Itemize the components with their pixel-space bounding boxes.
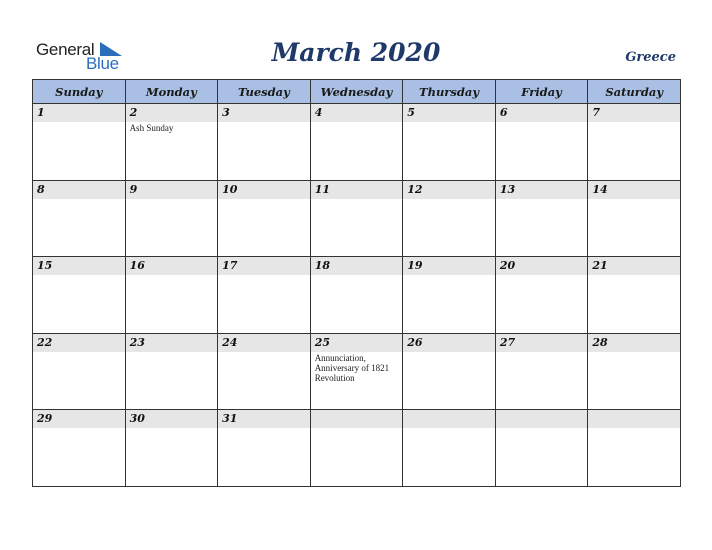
day-number: 4 <box>311 104 403 122</box>
day-cell <box>125 180 218 257</box>
day-number <box>588 410 680 428</box>
day-number: 5 <box>403 104 495 122</box>
day-cell <box>310 410 403 487</box>
day-cell <box>495 410 588 487</box>
day-cell <box>588 180 681 257</box>
day-number: 13 <box>496 181 588 199</box>
day-number <box>496 410 588 428</box>
day-number: 3 <box>218 104 310 122</box>
day-number: 30 <box>126 410 218 428</box>
week-row <box>33 333 681 410</box>
day-number: 15 <box>33 257 125 275</box>
day-cell <box>588 104 681 181</box>
day-cell <box>33 410 126 487</box>
calendar-grid <box>32 79 681 487</box>
day-number: 7 <box>588 104 680 122</box>
day-number: 18 <box>311 257 403 275</box>
logo-text-blue: Blue <box>86 54 119 73</box>
day-cell <box>310 333 403 410</box>
day-number: 22 <box>33 334 125 352</box>
day-cell <box>218 104 311 181</box>
day-number: 21 <box>588 257 680 275</box>
day-number: 8 <box>33 181 125 199</box>
day-cell <box>403 333 496 410</box>
day-cell <box>33 104 126 181</box>
day-cell <box>218 180 311 257</box>
week-row <box>33 180 681 257</box>
day-cell <box>125 104 218 181</box>
week-row <box>33 257 681 334</box>
day-number: 9 <box>126 181 218 199</box>
day-cell <box>495 104 588 181</box>
day-cell <box>218 333 311 410</box>
logo-text-general: General <box>36 40 95 59</box>
day-cell <box>403 410 496 487</box>
day-number: 12 <box>403 181 495 199</box>
day-number: 24 <box>218 334 310 352</box>
day-number: 2 <box>126 104 218 122</box>
holiday-label: Ash Sunday <box>129 123 174 133</box>
day-cell <box>33 257 126 334</box>
day-number: 20 <box>496 257 588 275</box>
weekday-header: Thursday <box>403 80 496 104</box>
weekday-header: Sunday <box>33 80 126 104</box>
day-cell <box>125 257 218 334</box>
weekday-header: Saturday <box>588 80 681 104</box>
day-number: 11 <box>311 181 403 199</box>
holiday-label: Annunciation, Anniversary of 1821 Revolution <box>314 352 390 383</box>
day-cell <box>218 257 311 334</box>
day-cell <box>310 180 403 257</box>
weekday-header: Friday <box>495 80 588 104</box>
day-cell <box>403 104 496 181</box>
day-number: 26 <box>403 334 495 352</box>
day-cell <box>495 180 588 257</box>
day-cell <box>218 410 311 487</box>
day-number: 10 <box>218 181 310 199</box>
day-number: 19 <box>403 257 495 275</box>
day-number: 14 <box>588 181 680 199</box>
day-number: 27 <box>496 334 588 352</box>
weekday-header: Monday <box>125 80 218 104</box>
day-cell <box>310 104 403 181</box>
day-cell <box>403 180 496 257</box>
day-number: 1 <box>33 104 125 122</box>
day-cell <box>125 410 218 487</box>
day-number: 25 <box>311 334 403 352</box>
week-row <box>33 104 681 181</box>
day-cell <box>310 257 403 334</box>
day-number <box>311 410 403 428</box>
day-cell <box>588 410 681 487</box>
day-number: 28 <box>588 334 680 352</box>
calendar-title: March 2020 <box>271 38 441 67</box>
weekday-header-row <box>33 80 681 104</box>
day-cell <box>588 257 681 334</box>
day-cell <box>588 333 681 410</box>
day-number: 23 <box>126 334 218 352</box>
day-cell <box>33 333 126 410</box>
country-label: Greece <box>625 50 676 65</box>
day-number: 31 <box>218 410 310 428</box>
day-cell <box>495 257 588 334</box>
day-cell <box>403 257 496 334</box>
day-number: 16 <box>126 257 218 275</box>
day-number <box>403 410 495 428</box>
day-number: 17 <box>218 257 310 275</box>
week-row <box>33 410 681 487</box>
weekday-header: Tuesday <box>218 80 311 104</box>
day-number: 6 <box>496 104 588 122</box>
day-cell <box>125 333 218 410</box>
day-cell <box>33 180 126 257</box>
day-cell <box>495 333 588 410</box>
day-number: 29 <box>33 410 125 428</box>
weekday-header: Wednesday <box>310 80 403 104</box>
